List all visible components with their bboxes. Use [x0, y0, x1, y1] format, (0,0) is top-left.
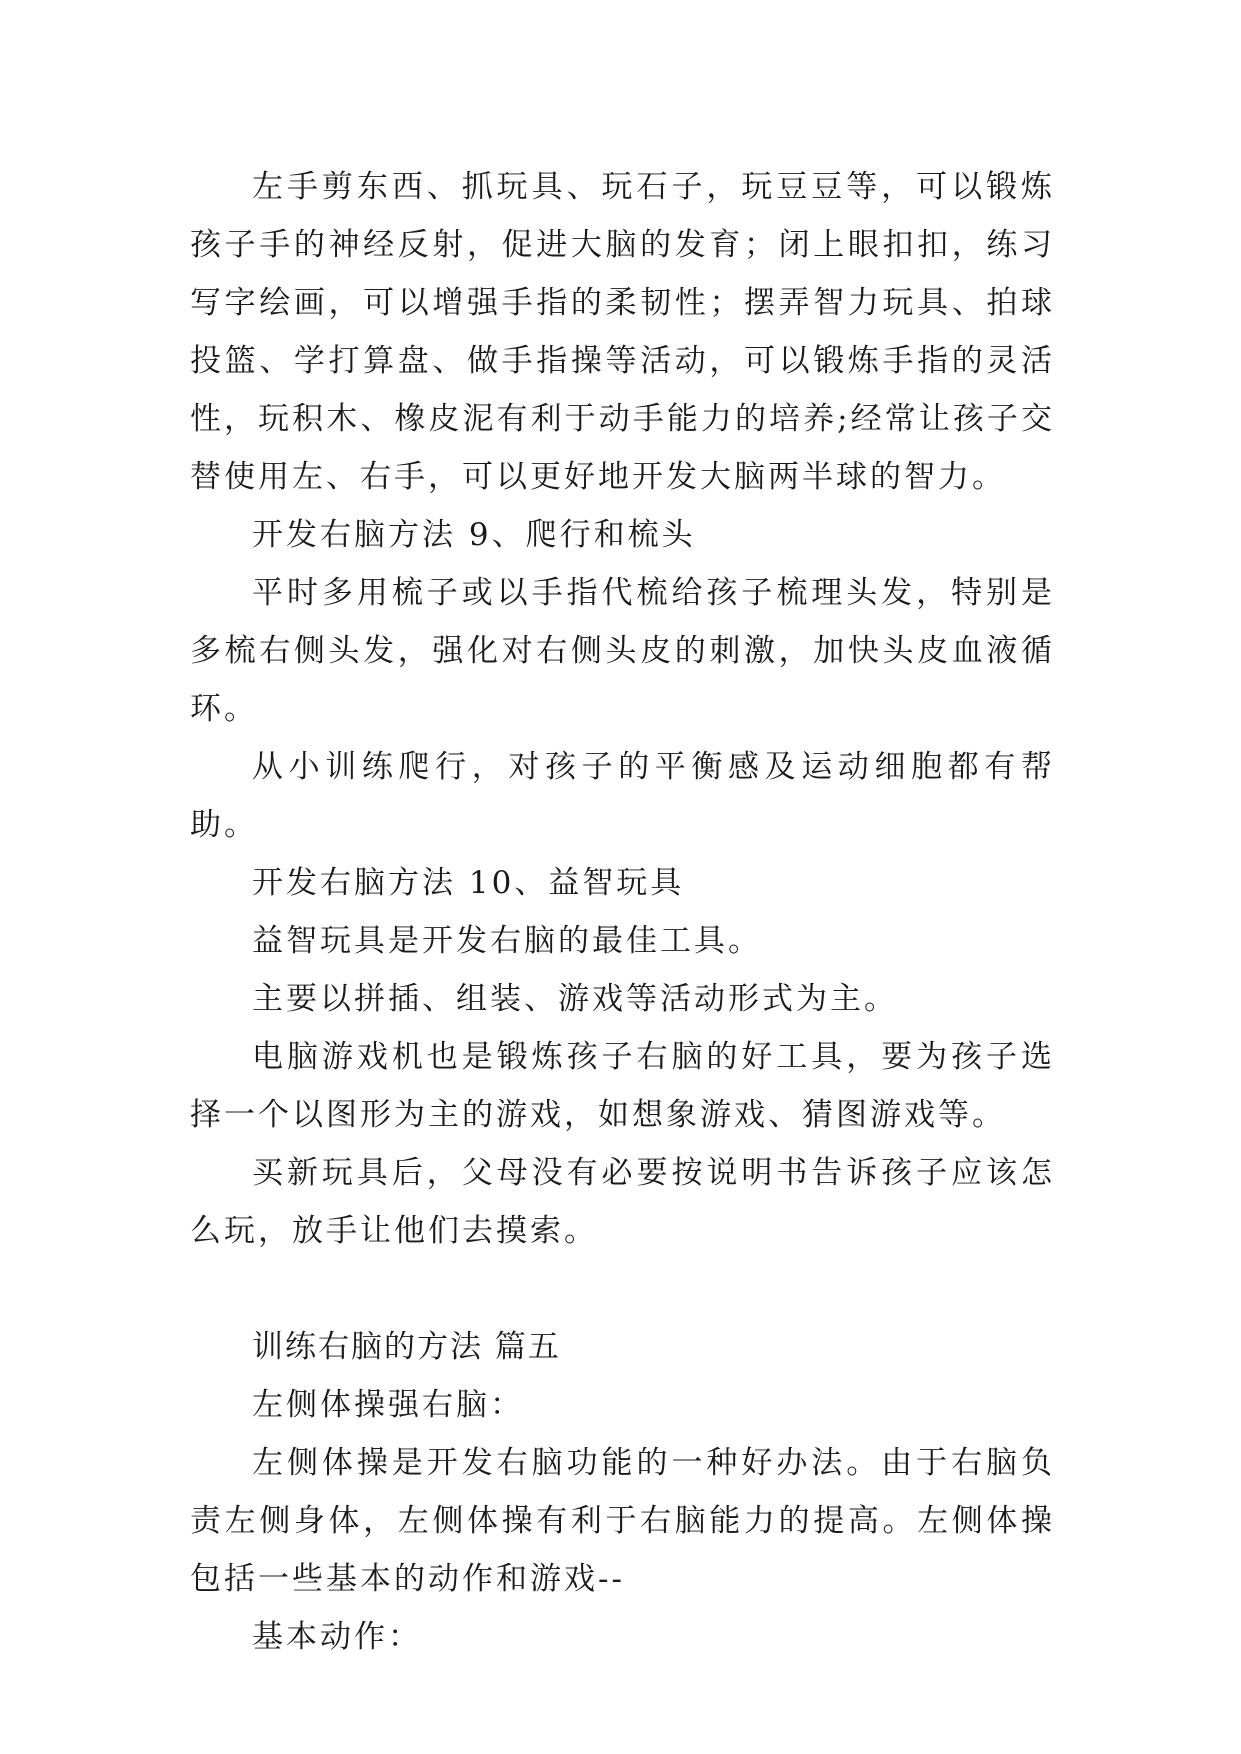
- paragraph: 左手剪东西、抓玩具、玩石子，玩豆豆等，可以锻炼孩子手的神经反射，促进大脑的发育；闭上眼扣扣，练习写字绘画，可以增强手指的柔韧性；摆弄智力玩具、拍球投篮、学打算盘、做手指操等活动，可以锻炼手指的灵活性，玩积木、橡皮泥有利于动手能力的培养;经常让孩子交替使用左、右手，可以更好地开发大脑两半球的智力。: [190, 169, 1055, 495]
- paragraph: 左侧体操是开发右脑功能的一种好办法。由于右脑负责左侧身体，左侧体操有利于右脑能力的提高。左侧体操包括一些基本的动作和游戏--: [190, 1445, 1055, 1597]
- paragraph: 从小训练爬行，对孩子的平衡感及运动细胞都有帮助。: [190, 749, 1055, 843]
- section-gap: [190, 1260, 1055, 1318]
- paragraph-heading: 开发右脑方法 9、爬行和梳头: [252, 517, 696, 553]
- paragraph: 基本动作：: [252, 1619, 422, 1655]
- paragraph-heading: 开发右脑方法 10、益智玩具: [252, 865, 685, 901]
- paragraph: 益智玩具是开发右脑的最佳工具。: [252, 923, 762, 959]
- paragraph: 买新玩具后，父母没有必要按说明书告诉孩子应该怎么玩，放手让他们去摸索。: [190, 1155, 1055, 1249]
- paragraph: 主要以拼插、组装、游戏等活动形式为主。: [252, 981, 898, 1017]
- section-heading: 训练右脑的方法 篇五: [252, 1329, 561, 1365]
- paragraph: 电脑游戏机也是锻炼孩子右脑的好工具，要为孩子选择一个以图形为主的游戏，如想象游戏、猜图游戏等。: [190, 1039, 1055, 1133]
- paragraph: 平时多用梳子或以手指代梳给孩子梳理头发，特别是多梳右侧头发，强化对右侧头皮的刺激，加快头皮血液循环。: [190, 575, 1055, 727]
- paragraph: 左侧体操强右脑：: [252, 1387, 524, 1423]
- document-body: [190, 158, 1055, 1666]
